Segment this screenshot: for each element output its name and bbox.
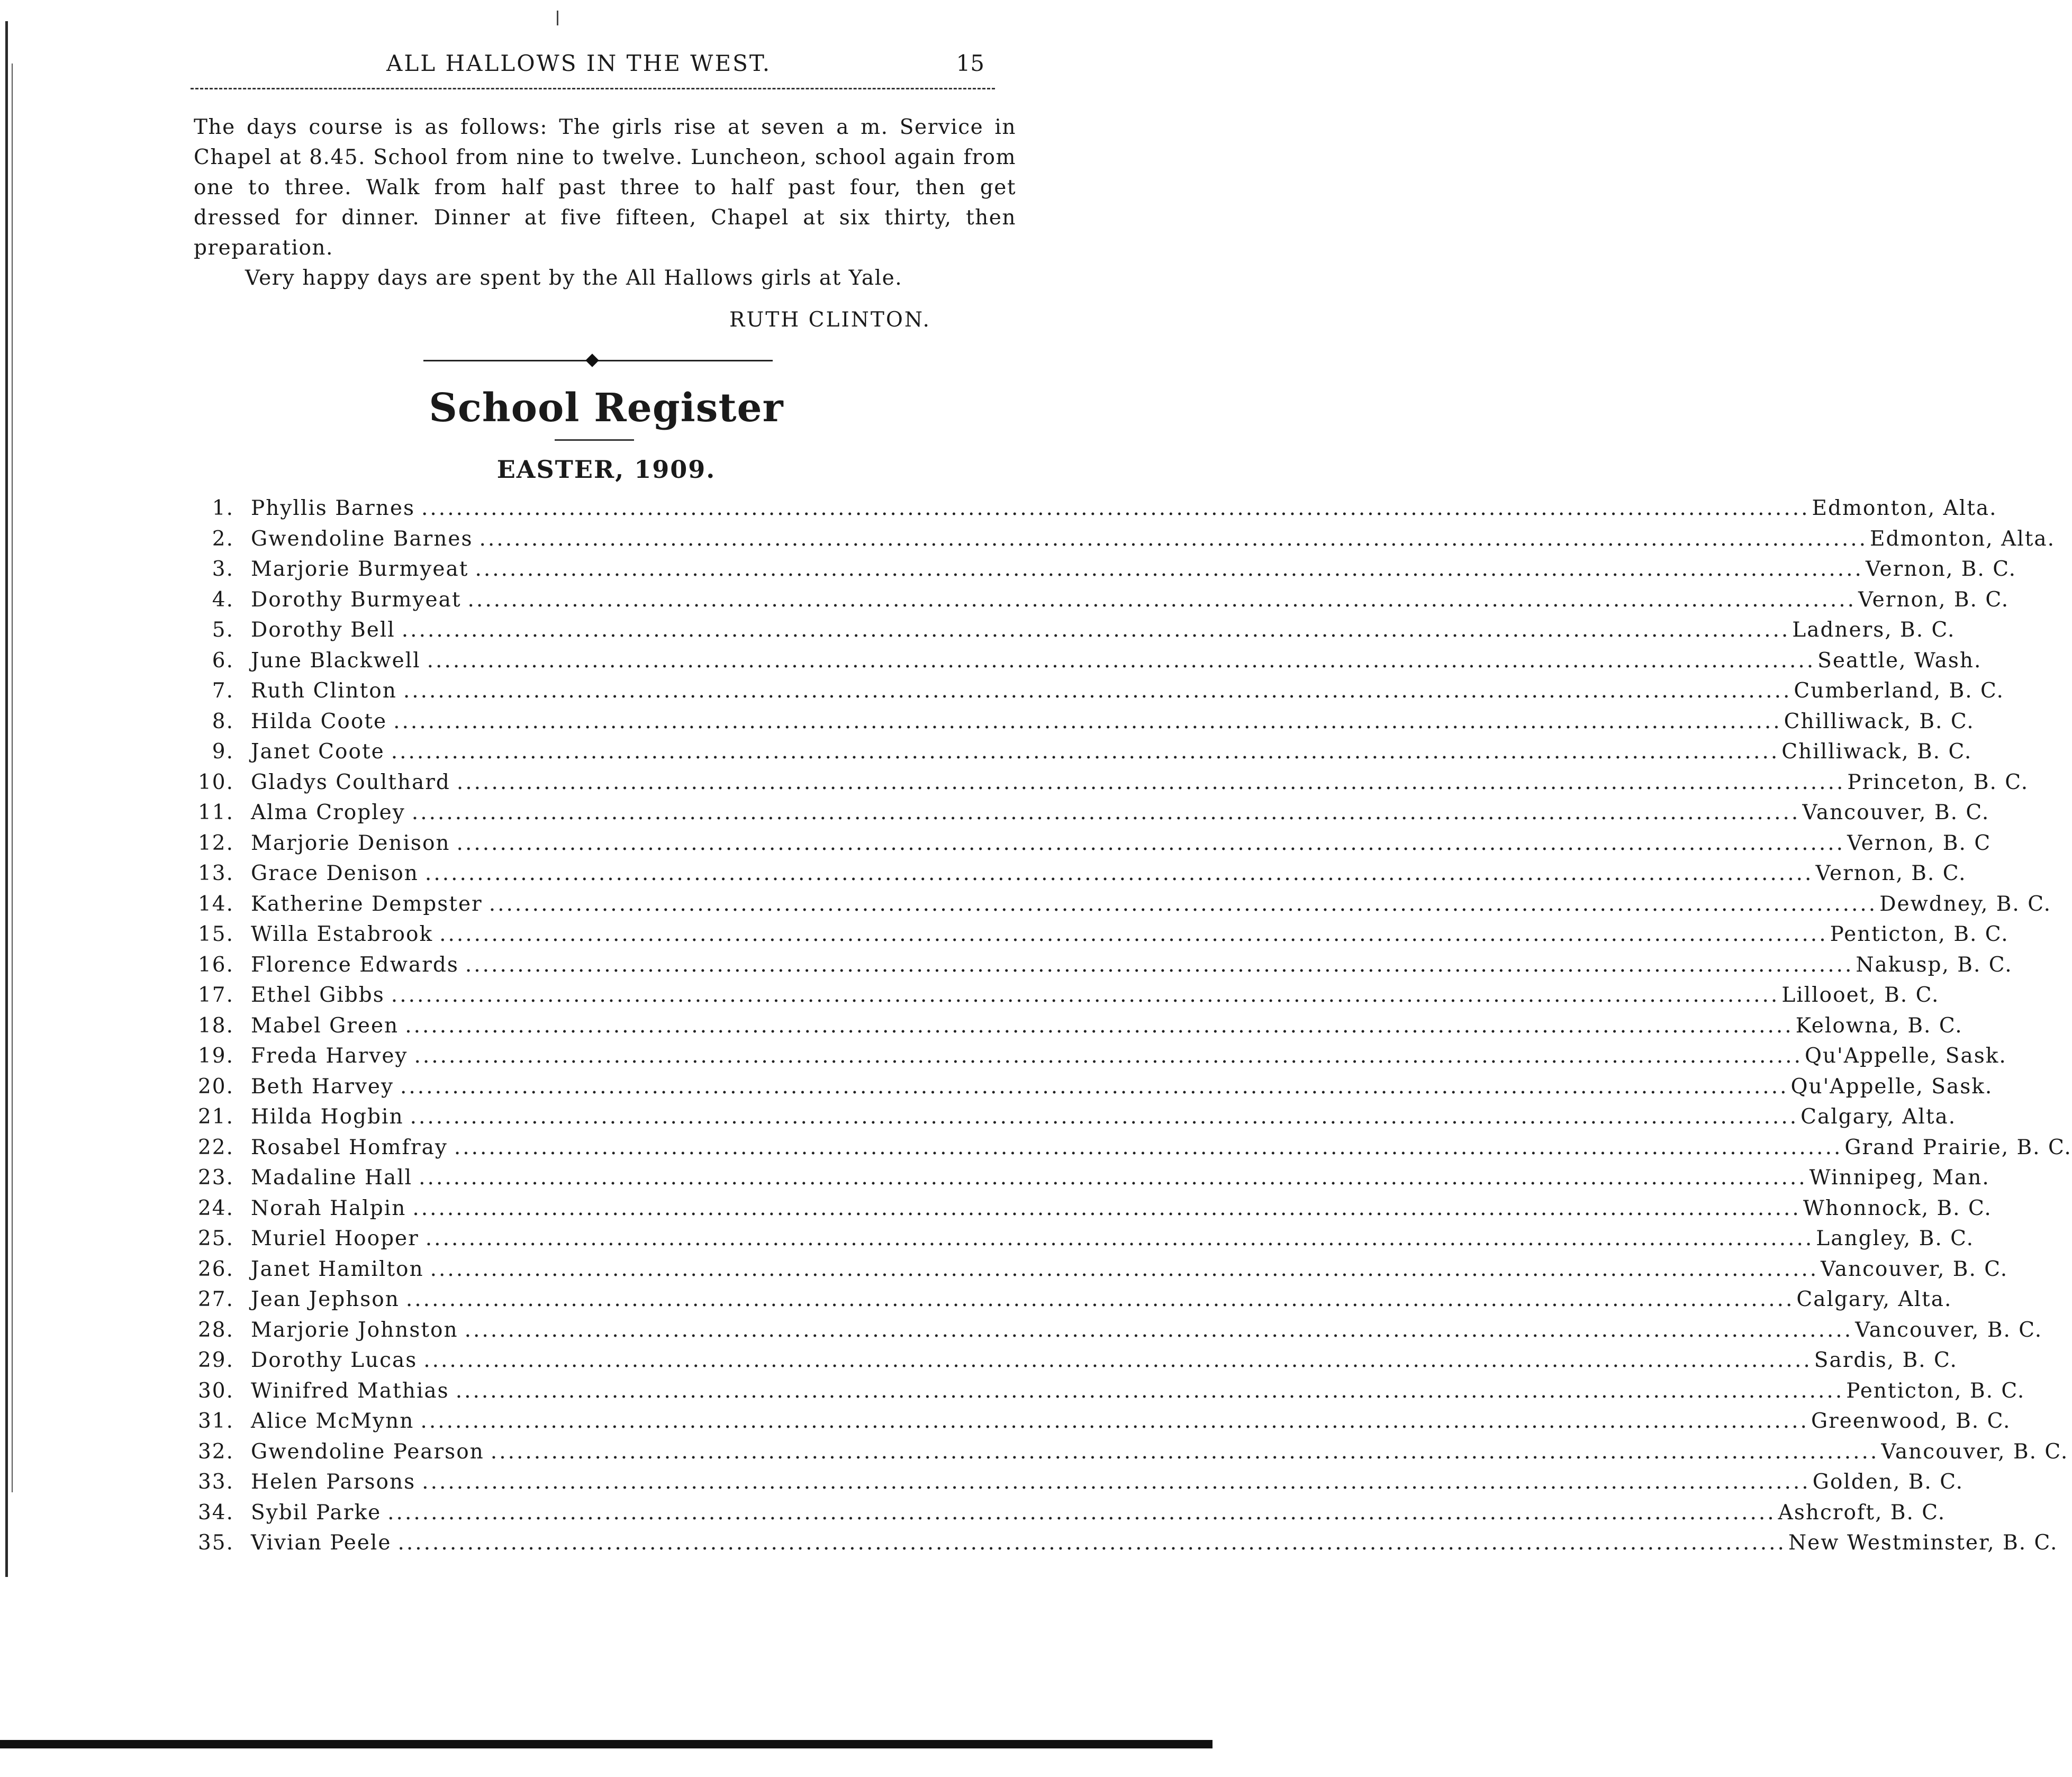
student-name: Marjorie Burmyeat (251, 557, 469, 581)
student-name: Dorothy Bell (251, 618, 395, 642)
entry-line (251, 1227, 1975, 1250)
student-name: June Blackwell (251, 648, 421, 673)
running-head-title: ALL HALLOWS IN THE WEST. (386, 50, 772, 76)
entry-line (251, 618, 1956, 642)
student-name: Alice McMynn (251, 1409, 414, 1433)
dot-leader: ................................................................................................................................................................ (464, 1318, 1853, 1342)
student-name: Willa Estabrook (251, 922, 433, 946)
entry-number: 3. (212, 557, 234, 581)
hometown: Vernon, B. C. (1815, 862, 1967, 885)
dot-leader: ................................................................................................................................................................ (456, 831, 1845, 855)
entry-number: 6. (212, 648, 234, 673)
entry-number: 16. (197, 953, 234, 977)
hometown: Calgary, Alta. (1800, 1105, 1957, 1129)
student-name: Hilda Coote (251, 709, 387, 733)
list-item (192, 892, 2052, 923)
entry-number: 17. (197, 983, 234, 1007)
dot-leader: ................................................................................................................................................................ (391, 983, 1780, 1007)
hometown: Cumberland, B. C. (1794, 679, 2004, 703)
list-item (192, 648, 1982, 679)
list-item (192, 770, 2029, 801)
entry-number: 34. (197, 1500, 234, 1525)
entry-line (251, 1135, 2072, 1159)
student-name: Madaline Hall (251, 1166, 413, 1190)
dot-leader: ................................................................................................................................................................ (475, 557, 1863, 581)
student-name: Rosabel Homfray (251, 1135, 448, 1159)
student-name: Janet Hamilton (251, 1257, 424, 1281)
list-item (192, 1257, 2008, 1288)
hometown: Seattle, Wash. (1817, 648, 1982, 673)
entry-line (251, 1500, 1946, 1525)
list-item (192, 1166, 1990, 1196)
student-name: Florence Edwards (251, 953, 459, 977)
entry-number: 25. (197, 1227, 234, 1250)
dot-leader: ................................................................................................................................................................ (400, 1074, 1789, 1099)
list-item (192, 679, 2004, 710)
list-item (192, 527, 2056, 558)
section-divider (423, 356, 773, 366)
entry-line (251, 557, 2017, 581)
dot-leader: ................................................................................................................................................................ (422, 1470, 1811, 1494)
list-item (192, 1288, 1952, 1318)
hometown: Vernon, B. C. (1858, 587, 2010, 612)
student-name: Marjorie Denison (251, 831, 450, 855)
entry-number: 14. (197, 892, 234, 916)
list-item (192, 557, 2017, 588)
dot-leader: ................................................................................................................................................................ (412, 1196, 1801, 1220)
hometown: Ashcroft, B. C. (1778, 1500, 1946, 1525)
list-item (192, 1196, 1992, 1227)
dot-leader: ................................................................................................................................................................ (465, 953, 1854, 977)
hometown: Penticton, B. C. (1846, 1379, 2025, 1403)
list-item (192, 1074, 1993, 1105)
entry-line (251, 953, 2013, 977)
list-item (192, 496, 1997, 527)
body-text (194, 112, 1016, 293)
entry-number: 30. (197, 1379, 234, 1403)
list-item (192, 922, 2009, 953)
entry-number: 15. (197, 922, 234, 946)
entry-number: 19. (197, 1044, 234, 1068)
dot-leader: ................................................................................................................................................................ (405, 1288, 1795, 1311)
entry-line (251, 527, 2056, 551)
list-item (192, 862, 1967, 892)
entry-number: 31. (197, 1409, 234, 1433)
entry-number: 10. (197, 770, 234, 794)
hometown: Nakusp, B. C. (1856, 953, 2013, 977)
dot-leader: ................................................................................................................................................................ (401, 618, 1790, 642)
student-name: Helen Parsons (251, 1470, 416, 1494)
entry-line (251, 983, 1940, 1007)
dot-leader: ................................................................................................................................................................ (424, 862, 1814, 885)
student-name: Dorothy Burmyeat (251, 587, 462, 612)
hometown: Vancouver, B. C. (1855, 1318, 2043, 1342)
dot-leader: ................................................................................................................................................................ (393, 709, 1782, 733)
entry-number: 22. (197, 1135, 234, 1159)
student-name: Ethel Gibbs (251, 983, 385, 1007)
hometown: Vancouver, B. C. (1802, 801, 1990, 824)
binding-edge (5, 21, 8, 1577)
dot-leader: ................................................................................................................................................................ (405, 1013, 1794, 1038)
dot-leader: ................................................................................................................................................................ (411, 801, 1800, 824)
hometown: Qu'Appelle, Sask. (1790, 1074, 1993, 1099)
student-name: Mabel Green (251, 1013, 399, 1038)
page-number: 15 (956, 50, 984, 76)
list-item (192, 1135, 2072, 1166)
entry-line (251, 709, 1975, 733)
entry-number: 7. (212, 679, 234, 703)
dot-leader: ................................................................................................................................................................ (421, 496, 1810, 520)
list-item (192, 801, 1990, 831)
entry-line (251, 1288, 1952, 1311)
entry-number: 1. (212, 496, 234, 520)
list-item (192, 1439, 2069, 1471)
list-item (192, 1470, 1964, 1501)
dot-leader: ................................................................................................................................................................ (488, 892, 1878, 916)
entry-line (251, 679, 2004, 703)
student-name: Alma Cropley (251, 801, 405, 824)
dot-leader: ................................................................................................................................................................ (479, 527, 1868, 551)
hometown: Lillooet, B. C. (1781, 983, 1940, 1007)
section-title-rule (555, 439, 634, 441)
bottom-edge-bar (0, 1740, 1213, 1748)
dot-leader: ................................................................................................................................................................ (467, 587, 1857, 612)
entry-number: 33. (197, 1470, 234, 1494)
top-margin-mark (557, 11, 558, 25)
hometown: Calgary, Alta. (1796, 1288, 1952, 1311)
list-item (192, 1500, 1946, 1531)
section-title: School Register (429, 385, 784, 431)
list-item (192, 953, 2013, 984)
hometown: Golden, B. C. (1812, 1470, 1964, 1494)
student-name: Grace Denison (251, 862, 419, 885)
dot-leader: ................................................................................................................................................................ (439, 922, 1828, 946)
entry-number: 28. (197, 1318, 234, 1342)
dot-leader: ................................................................................................................................................................ (455, 1379, 1844, 1403)
hometown: Winnipeg, Man. (1809, 1166, 1990, 1190)
entry-line (251, 831, 1992, 855)
list-item (192, 1227, 1975, 1257)
student-name: Dorothy Lucas (251, 1348, 418, 1372)
entry-line (251, 1470, 1964, 1494)
entry-line (251, 770, 2029, 794)
entry-line (251, 801, 1990, 824)
entry-line (251, 648, 1982, 673)
dot-leader: ................................................................................................................................................................ (414, 1044, 1803, 1068)
student-name: Freda Harvey (251, 1044, 408, 1068)
hometown: Langley, B. C. (1816, 1227, 1975, 1250)
entry-line (251, 892, 2052, 916)
dot-leader: ................................................................................................................................................................ (454, 1135, 1843, 1159)
entry-line (251, 1531, 2058, 1555)
entry-number: 5. (212, 618, 234, 642)
running-head (191, 50, 984, 82)
entry-number: 21. (197, 1105, 234, 1129)
dot-leader: ................................................................................................................................................................ (427, 648, 1816, 673)
entry-number: 8. (212, 709, 234, 733)
dot-leader: ................................................................................................................................................................ (387, 1500, 1776, 1525)
hometown: Vernon, B. C. (1865, 557, 2017, 581)
entry-number: 9. (212, 740, 234, 764)
student-name: Winifred Mathias (251, 1379, 449, 1403)
hometown: Princeton, B. C. (1847, 770, 2029, 794)
student-name: Norah Halpin (251, 1196, 406, 1220)
entry-line (251, 1196, 1992, 1220)
register-list (192, 496, 2072, 1562)
divider-diamond-ornament (585, 353, 599, 367)
student-name: Katherine Dempster (251, 892, 483, 916)
list-item (192, 587, 2010, 619)
hometown: Ladners, B. C. (1792, 618, 1956, 642)
entry-number: 12. (197, 831, 234, 855)
dot-leader: ................................................................................................................................................................ (430, 1257, 1819, 1281)
entry-number: 20. (197, 1074, 234, 1099)
dot-leader: ................................................................................................................................................................ (490, 1439, 1879, 1464)
hometown: Greenwood, B. C. (1811, 1409, 2011, 1433)
entry-number: 32. (197, 1439, 234, 1464)
entry-number: 26. (197, 1257, 234, 1281)
dot-leader: ................................................................................................................................................................ (420, 1409, 1809, 1433)
hometown: Edmonton, Alta. (1870, 527, 2056, 551)
hometown: Edmonton, Alta. (1812, 496, 1997, 520)
entry-line (251, 1379, 2025, 1403)
list-item (192, 1348, 1958, 1379)
entry-line (251, 1318, 2043, 1342)
student-name: Vivian Peele (251, 1531, 392, 1555)
entry-line (251, 1439, 2069, 1464)
author-signature: RUTH CLINTON. (729, 308, 931, 332)
term-heading: EASTER, 1909. (496, 455, 716, 484)
hometown: Dewdney, B. C. (1879, 892, 2052, 916)
list-item (192, 1318, 2043, 1349)
hometown: Grand Prairie, B. C. (1844, 1135, 2072, 1159)
hometown: Vernon, B. C (1847, 831, 1992, 855)
entry-line (251, 496, 1997, 520)
dot-leader: ................................................................................................................................................................ (410, 1105, 1799, 1129)
dot-leader: ................................................................................................................................................................ (391, 740, 1780, 764)
hometown: New Westminster, B. C. (1788, 1531, 2058, 1555)
hometown: Chilliwack, B. C. (1784, 709, 1975, 733)
student-name: Jean Jephson (251, 1288, 400, 1311)
student-name: Beth Harvey (251, 1074, 394, 1099)
dot-leader: ................................................................................................................................................................ (423, 1348, 1812, 1372)
entry-number: 13. (197, 862, 234, 885)
hometown: Sardis, B. C. (1814, 1348, 1958, 1372)
dot-leader: ................................................................................................................................................................ (419, 1166, 1807, 1190)
entry-number: 24. (197, 1196, 234, 1220)
dot-leader: ................................................................................................................................................................ (456, 770, 1845, 794)
entry-line (251, 587, 2010, 612)
student-name: Marjorie Johnston (251, 1318, 458, 1342)
student-name: Janet Coote (251, 740, 385, 764)
student-name: Hilda Hogbin (251, 1105, 404, 1129)
hometown: Whonnock, B. C. (1803, 1196, 1992, 1220)
binding-edge-shadow (12, 64, 13, 1492)
entry-number: 29. (197, 1348, 234, 1372)
hometown: Kelowna, B. C. (1795, 1013, 1963, 1038)
hometown: Vancouver, B. C. (1821, 1257, 2008, 1281)
list-item (192, 1531, 2058, 1562)
list-item (192, 618, 1956, 649)
student-name: Gladys Coulthard (251, 770, 450, 794)
entry-line (251, 1409, 2011, 1433)
list-item (192, 740, 1973, 770)
entry-line (251, 740, 1973, 764)
entry-number: 18. (197, 1013, 234, 1038)
entry-line (251, 1044, 2007, 1068)
dot-leader: ................................................................................................................................................................ (403, 679, 1792, 703)
running-head-rule (191, 88, 995, 89)
entry-line (251, 1013, 1963, 1038)
student-name: Ruth Clinton (251, 679, 397, 703)
paragraph-daily-course: The days course is as follows: The girls rise at seven a m. Service in Chapel at 8.45. School from nine to twelve. Luncheon, school again from one to three. Walk from half past three to half past four, then get dressed for dinner. Dinner at five fifteen, Chapel at six thirty, then preparation. (194, 115, 1016, 260)
list-item (192, 1044, 2007, 1075)
student-name: Muriel Hooper (251, 1227, 419, 1250)
entry-line (251, 1166, 1990, 1190)
dot-leader: ................................................................................................................................................................ (425, 1227, 1814, 1250)
list-item (192, 1013, 1963, 1045)
paragraph-happy-days: Very happy days are spent by the All Hallows girls at Yale. (245, 266, 903, 290)
entry-line (251, 1105, 1957, 1129)
list-item (192, 1105, 1957, 1136)
entry-line (251, 1257, 2008, 1281)
list-item (192, 983, 1940, 1014)
student-name: Gwendoline Pearson (251, 1439, 484, 1464)
entry-number: 23. (197, 1166, 234, 1190)
list-item (192, 1379, 2025, 1410)
entry-line (251, 1074, 1993, 1099)
entry-number: 27. (197, 1288, 234, 1311)
entry-number: 2. (212, 527, 234, 551)
list-item (192, 709, 1975, 740)
list-item (192, 831, 1992, 862)
entry-number: 4. (212, 587, 234, 612)
dot-leader: ................................................................................................................................................................ (397, 1531, 1786, 1555)
hometown: Qu'Appelle, Sask. (1804, 1044, 2007, 1068)
student-name: Gwendoline Barnes (251, 527, 473, 551)
hometown: Chilliwack, B. C. (1781, 740, 1973, 764)
entry-number: 35. (197, 1531, 234, 1555)
entry-line (251, 862, 1967, 885)
hometown: Penticton, B. C. (1830, 922, 2009, 946)
entry-number: 11. (197, 801, 234, 824)
list-item (192, 1409, 2011, 1440)
student-name: Phyllis Barnes (251, 496, 415, 520)
entry-line (251, 922, 2009, 946)
hometown: Vancouver, B. C. (1881, 1439, 2069, 1464)
entry-line (251, 1348, 1958, 1372)
student-name: Sybil Parke (251, 1500, 382, 1525)
